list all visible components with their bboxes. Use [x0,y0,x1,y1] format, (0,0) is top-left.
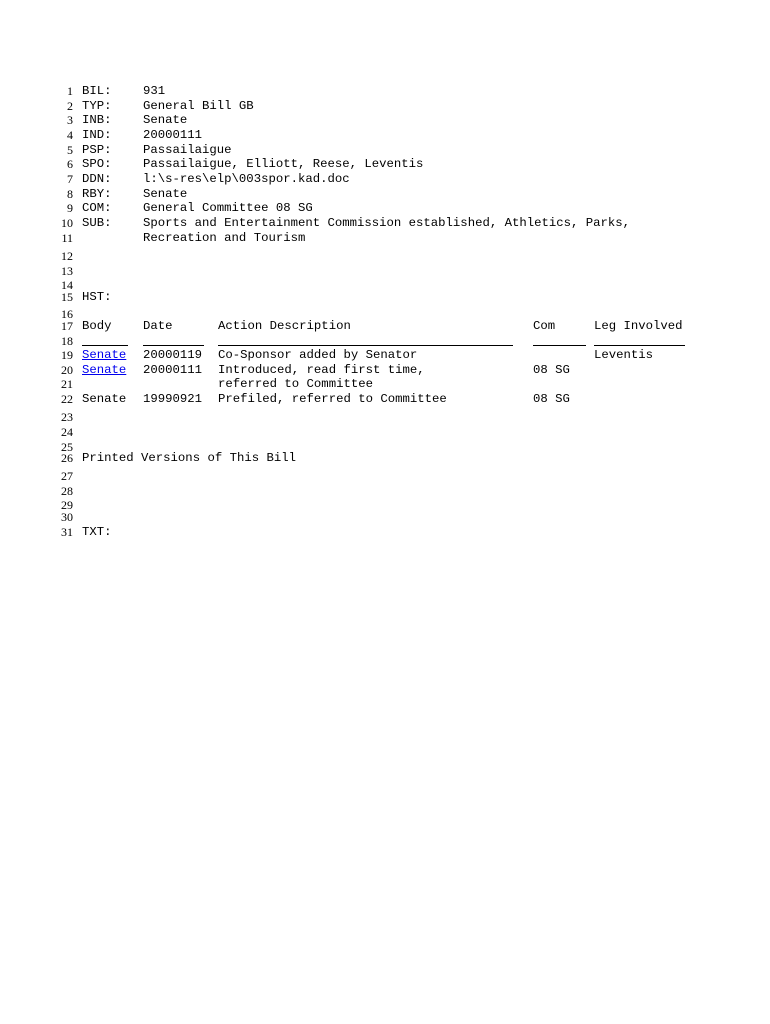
history-row-body-link[interactable]: Senate [82,363,127,377]
history-row-action: Prefiled, referred to Committee [218,392,447,406]
typ-value: General Bill GB [143,99,254,113]
sub-value-continued: Recreation and Tourism [143,231,306,245]
history-row-body: Senate [82,392,127,406]
history-row-body-link[interactable]: Senate [82,348,127,362]
printed-versions-heading: Printed Versions of This Bill [82,451,297,465]
column-rule-date [143,345,204,346]
history-row-date: 20000119 [143,348,203,362]
line-number: 27 [61,469,73,483]
history-row-action: Introduced, read first time, [218,363,425,377]
column-header-body: Body [82,319,112,333]
line-number: 5 [67,143,73,157]
com-label: COM: [82,201,112,215]
line-number: 28 [61,484,73,498]
line-number: 29 [61,498,73,512]
line-number: 19 [61,348,73,362]
psp-value: Passailaigue [143,143,232,157]
inb-label: INB: [82,113,112,127]
history-row-com: 08 SG [533,392,570,406]
bil-value: 931 [143,84,166,98]
line-number: 11 [61,231,73,245]
history-row-leg-involved: Leventis [594,348,654,362]
column-rule-leg-involved [594,345,685,346]
history-row-date: 20000111 [143,363,203,377]
line-number: 4 [67,128,73,142]
column-rule-com [533,345,586,346]
spo-value: Passailaigue, Elliott, Reese, Leventis [143,157,424,171]
psp-label: PSP: [82,143,112,157]
line-number: 24 [61,425,73,439]
rby-value: Senate [143,187,188,201]
rby-label: RBY: [82,187,112,201]
line-number: 31 [61,525,73,539]
column-header-leg-involved: Leg Involved [594,319,683,333]
ddn-value: l:\s-res\elp\003spor.kad.doc [143,172,350,186]
line-number: 8 [67,187,73,201]
history-row-date: 19990921 [143,392,203,406]
history-row-com: 08 SG [533,363,570,377]
line-number: 21 [61,377,73,391]
inb-value: Senate [143,113,188,127]
txt-label: TXT: [82,525,112,539]
line-number: 9 [67,201,73,215]
line-number: 10 [61,216,73,230]
line-number: 15 [61,290,73,304]
spo-label: SPO: [82,157,112,171]
line-number: 20 [61,363,73,377]
history-label: HST: [82,290,112,304]
column-rule-action [218,345,513,346]
line-number: 7 [67,172,73,186]
line-number: 6 [67,157,73,171]
column-rule-body [82,345,128,346]
line-number: 14 [61,278,73,292]
history-row-action: Co-Sponsor added by Senator [218,348,418,362]
ind-value: 20000111 [143,128,203,142]
line-number: 17 [61,319,73,333]
sub-value: Sports and Entertainment Commission established, Athletics, Parks, [143,216,631,230]
sub-label: SUB: [82,216,112,230]
line-number: 25 [61,440,73,454]
com-value: General Committee 08 SG [143,201,313,215]
history-row-action-continued: referred to Committee [218,377,373,391]
line-number: 23 [61,410,73,424]
typ-label: TYP: [82,99,112,113]
line-number: 2 [67,99,73,113]
column-header-com: Com [533,319,556,333]
column-header-action: Action Description [218,319,351,333]
line-number: 26 [61,451,73,465]
line-number: 13 [61,264,73,278]
column-header-date: Date [143,319,173,333]
line-number: 22 [61,392,73,406]
line-number: 3 [67,113,73,127]
line-number: 12 [61,249,73,263]
ddn-label: DDN: [82,172,112,186]
ind-label: IND: [82,128,112,142]
bil-label: BIL: [82,84,112,98]
line-number: 1 [67,84,73,98]
line-number: 16 [61,307,73,321]
line-number: 18 [61,334,73,348]
line-number: 30 [61,510,73,524]
